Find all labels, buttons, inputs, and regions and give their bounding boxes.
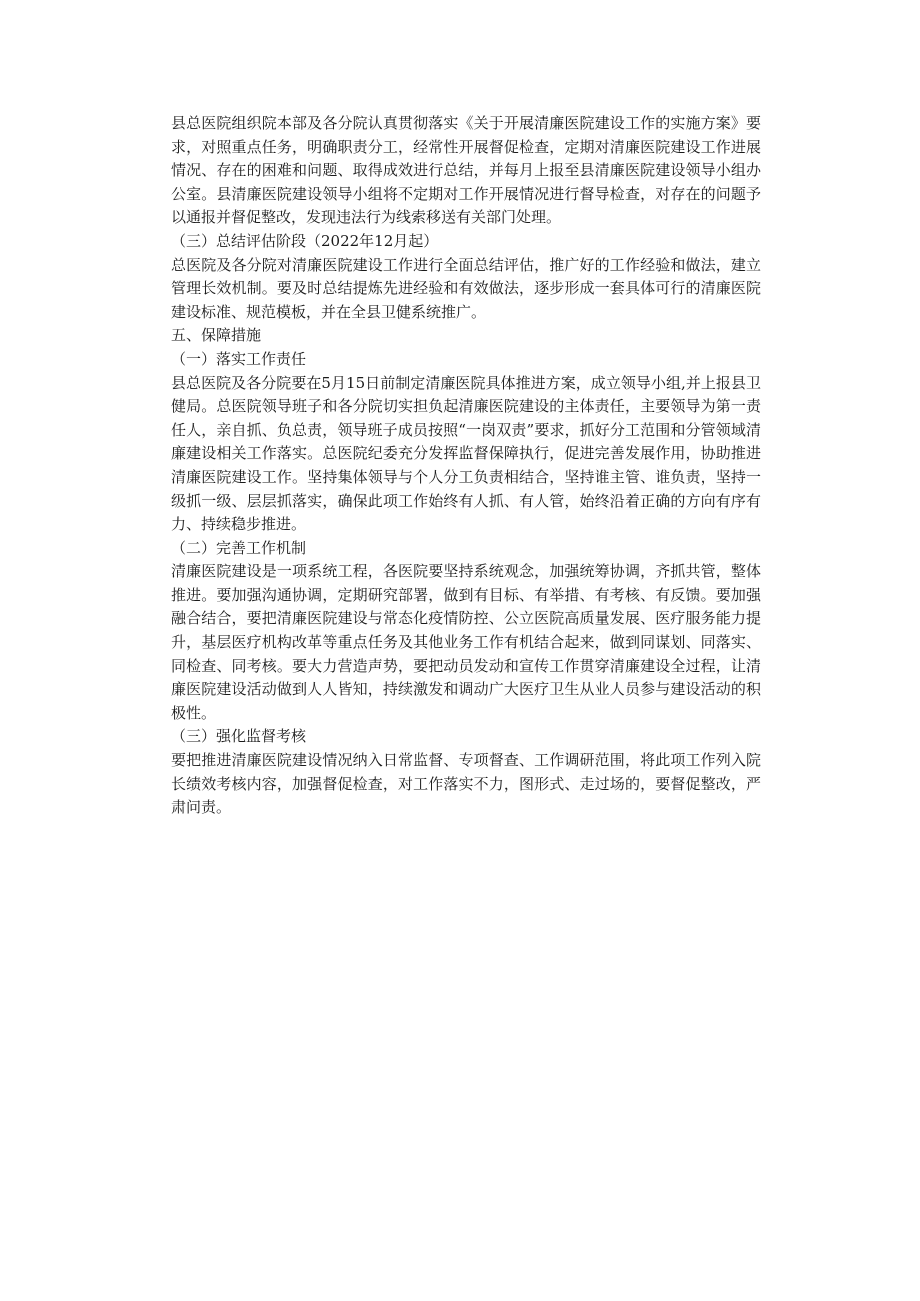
body-paragraph: 总医院及各分院对清廉医院建设工作进行全面总结评估，推广好的工作经验和做法，建立管理长效机制。要及时总结提炼先进经验和有效做法，逐步形成一套具体可行的清廉医院建设标准、规范模板，并在全县卫健系统推广。 xyxy=(171,255,761,321)
body-paragraph: 要把推进清廉医院建设情况纳入日常监督、专项督查、工作调研范围，将此项工作列入院长绩效考核内容，加强督促检查，对工作落实不力，图形式、走过场的，要督促整改，严肃问责。 xyxy=(171,751,761,817)
section-heading: （一）落实工作责任 xyxy=(171,349,307,368)
body-paragraph: 清廉医院建设是一项系统工程，各医院要坚持系统观念，加强统筹协调，齐抓共管，整体推进。要加强沟通协调，定期研究部署，做到有目标、有举措、有考核、有反馈。要加强融合结合，要把清廉医院建设与常态化疫情防控、公立医院高质量发展、医疗服务能力提升，基层医疗机构改革等重点任务及其他业务工作有机结合起来，做到同谋划、同落实、同检查、同考核。要大力营造声势，要把动员发动和宣传工作贯穿清廉建设全过程，让清廉医院建设活动做到人人皆知，持续激发和调动广大医疗卫生从业人员参与建设活动的积极性。 xyxy=(171,562,761,722)
body-paragraph: 县总医院及各分院要在5月15日前制定清廉医院具体推进方案，成立领导小组,并上报县卫健局。总医院领导班子和各分院切实担负起清廉医院建设的主体责任，主要领导为第一责任人，亲自抓、负总责，领导班子成员按照“一岗双责”要求，抓好分工范围和分管领域清廉建设相关工作落实。总医院纪委充分发挥监督保障执行，促进完善发展作用，协助推进清廉医院建设工作。坚持集体领导与个人分工负责相结合，坚持谁主管、谁负责，坚持一级抓一级、层层抓落实，确保此项工作始终有人抓、有人管，始终沿着正确的方向有序有力、持续稳步推进。 xyxy=(171,373,761,534)
chapter-heading: 五、保障措施 xyxy=(171,326,262,345)
section-heading: （三）总结评估阶段（2022年12月起） xyxy=(171,231,439,250)
body-paragraph: 县总医院组织院本部及各分院认真贯彻落实《关于开展清廉医院建设工作的实施方案》要求，对照重点任务，明确职责分工，经常性开展督促检查，定期对清廉医院建设工作进展情况、存在的困难和问题、取得成效进行总结，并每月上报至县清廉医院建设领导小组办公室。县清廉医院建设领导小组将不定期对工作开展情况进行督导检查，对存在的问题予以通报并督促整改，发现违法行为线索移送有关部门处理。 xyxy=(171,114,761,227)
section-heading: （二）完善工作机制 xyxy=(171,538,307,557)
document-page xyxy=(171,112,761,820)
section-heading: （三）强化监督考核 xyxy=(171,727,307,746)
